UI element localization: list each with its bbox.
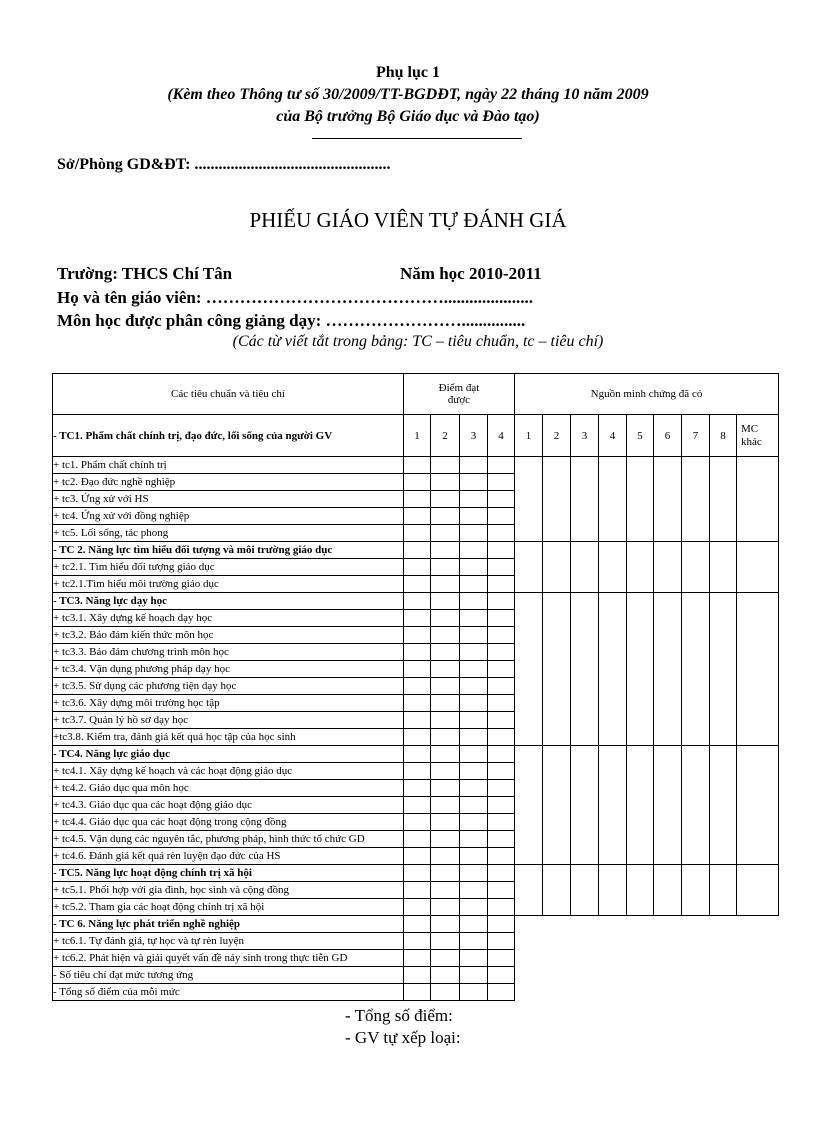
score-cell-4[interactable] <box>488 967 515 984</box>
criterion-row: + tc4.3. Giáo dục qua các hoạt động giáo dục <box>53 797 404 814</box>
score-cell-2[interactable] <box>431 474 460 491</box>
score-cell-1[interactable] <box>404 712 431 729</box>
score-cell-2[interactable] <box>431 916 460 933</box>
score-cell-2[interactable] <box>431 576 460 593</box>
evidence-cell-1[interactable] <box>515 542 543 593</box>
criterion-row: +tc3.8. Kiểm tra, đánh giá kết quả học tập của học sinh <box>53 729 404 746</box>
criterion-row: + tc4.4. Giáo dục qua các hoạt động trong cộng đồng <box>53 814 404 831</box>
score-cell-3[interactable] <box>460 916 488 933</box>
criterion-row: + tc3.5. Sử dụng các phương tiện dạy học <box>53 678 404 695</box>
score-cell-3[interactable] <box>460 814 488 831</box>
score-cell-2[interactable] <box>431 627 460 644</box>
evidence-col-2: 2 <box>543 415 571 457</box>
score-cell-3[interactable] <box>460 474 488 491</box>
score-cell-2[interactable] <box>431 814 460 831</box>
score-cell-1[interactable] <box>404 950 431 967</box>
score-cell-1[interactable] <box>404 491 431 508</box>
score-header-line1: Điểm đạt <box>438 382 480 394</box>
criterion-row: + tc4.6. Đánh giá kết quả rèn luyện đạo đức của HS <box>53 848 404 865</box>
score-cell-1[interactable] <box>404 610 431 627</box>
score-cell-4[interactable] <box>488 712 515 729</box>
evidence-cell-6[interactable] <box>654 593 682 746</box>
score-cell-4[interactable] <box>488 695 515 712</box>
score-cell-3[interactable] <box>460 627 488 644</box>
score-cell-3[interactable] <box>460 678 488 695</box>
score-cell-2[interactable] <box>431 746 460 763</box>
header-divider <box>312 138 522 139</box>
evidence-cell-8[interactable] <box>710 593 737 746</box>
evidence-col-other <box>737 415 779 457</box>
score-level-2: 2 <box>431 415 460 457</box>
score-cell-4[interactable] <box>488 542 515 559</box>
evidence-cell-7[interactable] <box>682 542 710 593</box>
evidence-cell-6[interactable] <box>654 542 682 593</box>
score-cell-3[interactable] <box>460 508 488 525</box>
evidence-cell-6[interactable] <box>654 746 682 865</box>
score-cell-1[interactable] <box>404 780 431 797</box>
total-score: - Tổng số điểm: <box>345 1006 453 1025</box>
evidence-col-1: 1 <box>515 415 543 457</box>
score-cell-3[interactable] <box>460 780 488 797</box>
criterion-row: + tc3. Ứng xử với HS <box>53 491 404 508</box>
score-cell-2[interactable] <box>431 525 460 542</box>
score-cell-3[interactable] <box>460 525 488 542</box>
score-cell-3[interactable] <box>460 661 488 678</box>
evidence-cell-1[interactable] <box>515 593 543 746</box>
score-cell-4[interactable] <box>488 576 515 593</box>
score-cell-1[interactable] <box>404 661 431 678</box>
evidence-cell-7[interactable] <box>682 593 710 746</box>
score-cell-1[interactable] <box>404 559 431 576</box>
criterion-row: + tc3.1. Xây dựng kế hoạch dạy học <box>53 610 404 627</box>
score-cell-4[interactable] <box>488 848 515 865</box>
school-name: Trường: THCS Chí Tân <box>57 264 233 283</box>
score-cell-4[interactable] <box>488 474 515 491</box>
score-cell-3[interactable] <box>460 559 488 576</box>
score-cell-1[interactable] <box>404 814 431 831</box>
criterion-row: + tc4. Ứng xử với đồng nghiệp <box>53 508 404 525</box>
criterion-row: + tc4.1. Xây dựng kế hoạch và các hoạt động giáo dục <box>53 763 404 780</box>
score-cell-1[interactable] <box>404 729 431 746</box>
criterion-row: + tc2. Đạo đức nghề nghiệp <box>53 474 404 491</box>
score-cell-4[interactable] <box>488 746 515 763</box>
score-cell-3[interactable] <box>460 593 488 610</box>
score-cell-1[interactable] <box>404 899 431 916</box>
evidence-cell-7[interactable] <box>682 457 710 542</box>
form-title: PHIẾU GIÁO VIÊN TỰ ĐÁNH GIÁ <box>249 208 567 232</box>
evidence-cell-3[interactable] <box>571 593 599 746</box>
criterion-row: + tc5. Lối sống, tác phong <box>53 525 404 542</box>
score-cell-4[interactable] <box>488 508 515 525</box>
criterion-row: + tc5.2. Tham gia các hoạt động chính trị xã hội <box>53 899 404 916</box>
evidence-cell-2[interactable] <box>543 542 571 593</box>
evidence-cell-7[interactable] <box>682 865 710 916</box>
score-cell-1[interactable] <box>404 967 431 984</box>
score-cell-2[interactable] <box>431 610 460 627</box>
score-cell-1[interactable] <box>404 457 431 474</box>
evidence-cell-4[interactable] <box>599 746 627 865</box>
score-cell-1[interactable] <box>404 576 431 593</box>
score-cell-3[interactable] <box>460 865 488 882</box>
score-header-line2: được <box>447 394 471 406</box>
score-cell-4[interactable] <box>488 729 515 746</box>
score-cell-4[interactable] <box>488 763 515 780</box>
evidence-cell-8[interactable] <box>710 865 737 916</box>
score-cell-3[interactable] <box>460 831 488 848</box>
score-cell-4[interactable] <box>488 882 515 899</box>
score-cell-2[interactable] <box>431 661 460 678</box>
evidence-cell-6[interactable] <box>654 865 682 916</box>
criteria-header: Các tiêu chuẩn và tiêu chí <box>53 374 404 415</box>
score-cell-2[interactable] <box>431 644 460 661</box>
score-cell-4[interactable] <box>488 797 515 814</box>
score-cell-2[interactable] <box>431 729 460 746</box>
criterion-row: + tc3.2. Bảo đảm kiến thức môn học <box>53 627 404 644</box>
score-cell-2[interactable] <box>431 797 460 814</box>
score-cell-4[interactable] <box>488 644 515 661</box>
score-cell-4[interactable] <box>488 984 515 1001</box>
score-cell-3[interactable] <box>460 712 488 729</box>
evidence-cell-3[interactable] <box>571 865 599 916</box>
score-cell-3[interactable] <box>460 610 488 627</box>
score-cell-1[interactable] <box>404 627 431 644</box>
score-cell-4[interactable] <box>488 899 515 916</box>
score-cell-4[interactable] <box>488 525 515 542</box>
score-cell-3[interactable] <box>460 491 488 508</box>
score-cell-3[interactable] <box>460 763 488 780</box>
evidence-cell-7[interactable] <box>682 746 710 865</box>
score-cell-2[interactable] <box>431 780 460 797</box>
teacher-name-field: Họ và tên giáo viên: ……………………………………..................... <box>57 288 533 307</box>
criterion-row: + tc1. Phẩm chất chính trị <box>53 457 404 474</box>
score-cell-2[interactable] <box>431 457 460 474</box>
score-cell-1[interactable] <box>404 678 431 695</box>
score-cell-1[interactable] <box>404 525 431 542</box>
score-cell-1[interactable] <box>404 882 431 899</box>
score-cell-3[interactable] <box>460 899 488 916</box>
summary-row-total: - Tổng số điểm của mỗi mức <box>53 984 404 1001</box>
score-cell-1[interactable] <box>404 797 431 814</box>
score-cell-2[interactable] <box>431 508 460 525</box>
score-cell-3[interactable] <box>460 984 488 1001</box>
criterion-row: + tc6.1. Tự đánh giá, tự học và tự rèn luyện <box>53 933 404 950</box>
score-cell-4[interactable] <box>488 559 515 576</box>
score-cell-3[interactable] <box>460 933 488 950</box>
evidence-cell-2[interactable] <box>543 457 571 542</box>
score-cell-2[interactable] <box>431 712 460 729</box>
evidence-cell-5[interactable] <box>627 746 654 865</box>
score-cell-1[interactable] <box>404 508 431 525</box>
standard-row-tc3: - TC3. Năng lực dạy học <box>53 593 404 610</box>
evaluation-table <box>52 373 779 1001</box>
score-cell-2[interactable] <box>431 831 460 848</box>
score-cell-2[interactable] <box>431 678 460 695</box>
criterion-row: + tc3.6. Xây dựng môi trường học tập <box>53 695 404 712</box>
evidence-cell-9[interactable] <box>737 542 779 593</box>
score-cell-4[interactable] <box>488 678 515 695</box>
score-cell-2[interactable] <box>431 491 460 508</box>
score-cell-4[interactable] <box>488 593 515 610</box>
evidence-cell-1[interactable] <box>515 746 543 865</box>
evidence-col-5: 5 <box>627 415 654 457</box>
score-cell-4[interactable] <box>488 814 515 831</box>
evidence-cell-5[interactable] <box>627 865 654 916</box>
evidence-cell-8[interactable] <box>710 746 737 865</box>
abbreviation-note: (Các từ viết tắt trong bảng: TC – tiêu chuẩn, tc – tiêu chí) <box>232 333 604 350</box>
score-cell-4[interactable] <box>488 950 515 967</box>
score-level-4: 4 <box>488 415 515 457</box>
score-cell-1[interactable] <box>404 984 431 1001</box>
evidence-cell-9[interactable] <box>737 457 779 542</box>
score-cell-4[interactable] <box>488 831 515 848</box>
score-level-3: 3 <box>460 415 488 457</box>
evidence-cell-8[interactable] <box>710 542 737 593</box>
score-cell-4[interactable] <box>488 780 515 797</box>
score-cell-2[interactable] <box>431 950 460 967</box>
score-cell-4[interactable] <box>488 865 515 882</box>
criterion-row: + tc6.2. Phát hiện và giải quyết vấn đề nảy sinh trong thực tiễn GD <box>53 950 404 967</box>
score-cell-3[interactable] <box>460 576 488 593</box>
evidence-col-4: 4 <box>599 415 627 457</box>
evidence-cell-3[interactable] <box>571 746 599 865</box>
evidence-cell-9[interactable] <box>737 593 779 746</box>
score-cell-1[interactable] <box>404 933 431 950</box>
score-cell-1[interactable] <box>404 474 431 491</box>
evidence-cell-1[interactable] <box>515 865 543 916</box>
evidence-cell-6[interactable] <box>654 457 682 542</box>
score-cell-1[interactable] <box>404 644 431 661</box>
evidence-cell-4[interactable] <box>599 457 627 542</box>
criterion-row: + tc4.2. Giáo dục qua môn học <box>53 780 404 797</box>
score-cell-1[interactable] <box>404 831 431 848</box>
evidence-cell-2[interactable] <box>543 746 571 865</box>
criterion-row: + tc4.5. Vận dụng các nguyên tắc, phương pháp, hình thức tổ chức GD <box>53 831 404 848</box>
score-cell-2[interactable] <box>431 933 460 950</box>
score-cell-2[interactable] <box>431 848 460 865</box>
score-cell-4[interactable] <box>488 627 515 644</box>
score-cell-4[interactable] <box>488 491 515 508</box>
score-cell-3[interactable] <box>460 695 488 712</box>
score-cell-3[interactable] <box>460 967 488 984</box>
score-cell-1[interactable] <box>404 916 431 933</box>
department-field: Sở/Phòng GD&ĐT: ................................................. <box>57 156 391 173</box>
score-cell-4[interactable] <box>488 610 515 627</box>
evidence-cell-9[interactable] <box>737 746 779 865</box>
score-cell-1[interactable] <box>404 542 431 559</box>
evidence-cell-5[interactable] <box>627 457 654 542</box>
evidence-cell-1[interactable] <box>515 457 543 542</box>
score-cell-1[interactable] <box>404 848 431 865</box>
score-cell-2[interactable] <box>431 593 460 610</box>
score-cell-3[interactable] <box>460 542 488 559</box>
score-cell-3[interactable] <box>460 882 488 899</box>
evidence-col-7: 7 <box>682 415 710 457</box>
score-cell-1[interactable] <box>404 695 431 712</box>
school-year: Năm học 2010-2011 <box>400 264 542 283</box>
evidence-other-line2: khác <box>741 435 762 448</box>
score-cell-1[interactable] <box>404 865 431 882</box>
criterion-row: + tc3.4. Vận dụng phương pháp dạy học <box>53 661 404 678</box>
score-cell-3[interactable] <box>460 729 488 746</box>
criterion-row: + tc2.1.Tìm hiểu môi trường giáo dục <box>53 576 404 593</box>
subject-field: Môn học được phân công giảng dạy: ……………………............... <box>57 311 526 330</box>
evidence-cell-4[interactable] <box>599 542 627 593</box>
score-cell-2[interactable] <box>431 865 460 882</box>
score-cell-2[interactable] <box>431 882 460 899</box>
appendix-title: Phụ lục 1 <box>375 64 440 81</box>
score-cell-2[interactable] <box>431 542 460 559</box>
criterion-row: + tc2.1. Tìm hiểu đối tượng giáo dục <box>53 559 404 576</box>
score-cell-3[interactable] <box>460 644 488 661</box>
appendix-reference: (Kèm theo Thông tư số 30/2009/TT-BGDĐT, ngày 22 tháng 10 năm 2009 <box>167 86 649 103</box>
evidence-cell-2[interactable] <box>543 865 571 916</box>
score-cell-2[interactable] <box>431 695 460 712</box>
standard-row-tc2: - TC 2. Năng lực tìm hiểu đối tượng và môi trường giáo dục <box>53 542 404 559</box>
standard-row-tc4: - TC4. Năng lực giáo dục <box>53 746 404 763</box>
score-cell-4[interactable] <box>488 916 515 933</box>
evidence-cell-2[interactable] <box>543 593 571 746</box>
appendix-authority: của Bộ trưởng Bộ Giáo dục và Đào tạo) <box>276 108 540 125</box>
score-level-1: 1 <box>404 415 431 457</box>
evidence-other-line1: MC <box>741 422 759 435</box>
evidence-cell-9[interactable] <box>737 865 779 916</box>
score-cell-3[interactable] <box>460 797 488 814</box>
score-cell-2[interactable] <box>431 559 460 576</box>
score-cell-1[interactable] <box>404 746 431 763</box>
criterion-row: + tc5.1. Phối hợp với gia đình, học sinh và cộng đồng <box>53 882 404 899</box>
self-ranking: - GV tự xếp loại: <box>345 1028 461 1047</box>
score-cell-3[interactable] <box>460 457 488 474</box>
evidence-col-6: 6 <box>654 415 682 457</box>
score-cell-2[interactable] <box>431 899 460 916</box>
score-cell-3[interactable] <box>460 950 488 967</box>
score-cell-4[interactable] <box>488 457 515 474</box>
evidence-cell-5[interactable] <box>627 593 654 746</box>
standard-row-tc1: - TC1. Phẩm chất chính trị, đạo đức, lối sống của người GV <box>53 415 404 457</box>
evidence-col-3: 3 <box>571 415 599 457</box>
standard-row-tc5: - TC5. Năng lực hoạt động chính trị xã hội <box>53 865 404 882</box>
evidence-cell-3[interactable] <box>571 542 599 593</box>
evidence-cell-8[interactable] <box>710 457 737 542</box>
evidence-cell-5[interactable] <box>627 542 654 593</box>
score-cell-1[interactable] <box>404 763 431 780</box>
score-header <box>404 374 515 415</box>
evidence-col-8: 8 <box>710 415 737 457</box>
evidence-cell-4[interactable] <box>599 865 627 916</box>
score-cell-4[interactable] <box>488 661 515 678</box>
criterion-row: + tc3.3. Bảo đảm chương trình môn học <box>53 644 404 661</box>
standard-row-tc6: - TC 6. Năng lực phát triển nghề nghiệp <box>53 916 404 933</box>
score-cell-1[interactable] <box>404 593 431 610</box>
criterion-row: + tc3.7. Quản lý hồ sơ dạy học <box>53 712 404 729</box>
evidence-header: Nguồn minh chứng đã có <box>515 374 779 415</box>
evidence-cell-4[interactable] <box>599 593 627 746</box>
evidence-cell-3[interactable] <box>571 457 599 542</box>
score-cell-2[interactable] <box>431 967 460 984</box>
summary-row-count: - Số tiêu chí đạt mức tương ứng <box>53 967 404 984</box>
score-cell-3[interactable] <box>460 746 488 763</box>
score-cell-2[interactable] <box>431 984 460 1001</box>
score-cell-2[interactable] <box>431 763 460 780</box>
score-cell-3[interactable] <box>460 848 488 865</box>
score-cell-4[interactable] <box>488 933 515 950</box>
